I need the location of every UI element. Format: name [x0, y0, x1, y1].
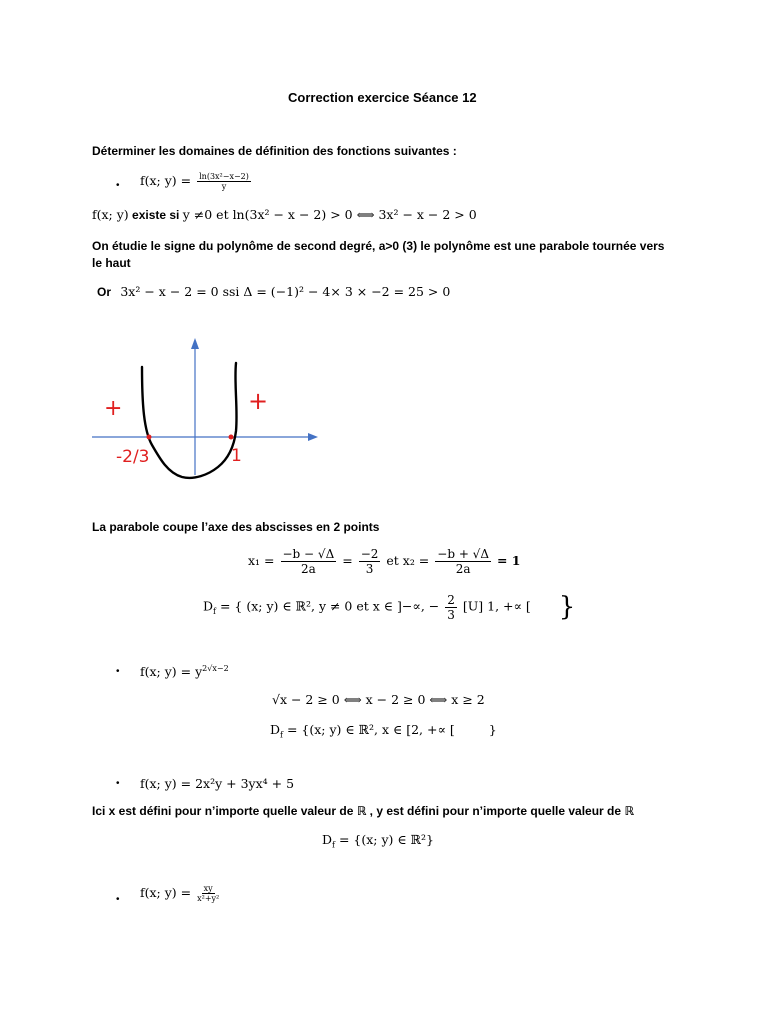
root-left-point [147, 435, 152, 440]
fraction-denominator: y [221, 182, 227, 191]
function-4 [140, 884, 221, 903]
domain-3-body: = {(x; y) ∈ ℝ²} [338, 832, 434, 847]
function-1 [140, 172, 253, 191]
condition-1-text: existe si [128, 208, 183, 222]
discriminant-math: 3x² − x − 2 = 0 ssi Δ = (−1)² − 4× 3 × −2 = 25 > 0 [120, 284, 451, 299]
x1-lhs: x₁ = [248, 553, 275, 568]
condition-1-label: f(x; y) [92, 207, 129, 222]
domain-symbol: D [322, 832, 333, 847]
bullet: • [116, 778, 120, 789]
x1-fraction [281, 547, 337, 576]
root-right-label: 1 [231, 446, 242, 466]
parabola-sketch [90, 335, 330, 485]
condition-1 [92, 207, 477, 222]
x2-fraction [435, 547, 491, 576]
function-4-lhs: f(x; y) = [140, 885, 192, 900]
x1-value-numerator: −2 [360, 547, 379, 561]
bullet: • [116, 894, 120, 905]
domain-3 [322, 832, 434, 850]
function-3: f(x; y) = 2x²y + 3yx⁴ + 5 [140, 776, 295, 791]
function-2 [140, 664, 229, 679]
function-1-fraction [197, 172, 251, 191]
x2-denominator: 2a [455, 562, 471, 576]
discriminant-line [97, 284, 450, 299]
x2-numerator: −b + √Δ [437, 547, 489, 561]
bullet: • [116, 180, 120, 191]
x1-value-denominator: 3 [365, 562, 374, 576]
study-text: On étudie le signe du polynôme de second degré, a>0 (3) le polynôme est une parabole tournée vers [92, 239, 665, 253]
root-right-point [229, 435, 234, 440]
study-text-cont: le haut [92, 256, 131, 270]
fraction-numerator: xy [203, 884, 213, 893]
domain-1-denominator: 3 [447, 607, 455, 622]
x-axis-arrow-icon [308, 433, 318, 441]
domain-symbol: D [270, 722, 281, 737]
x1-value-fraction [359, 547, 381, 576]
condition-2: √x − 2 ≥ 0 ⟺ x − 2 ≥ 0 ⟺ x ≥ 2 [272, 692, 485, 707]
parabola-curve [142, 363, 237, 478]
x1-numerator: −b − √Δ [282, 547, 335, 561]
y-axis-arrow-icon [191, 338, 199, 349]
domain-1-fraction [445, 593, 457, 622]
fraction-denominator: x²+y² [197, 894, 220, 903]
domain-1-close-brace: } [558, 592, 576, 622]
domain-1-tail: [U] 1, +∝ [ [462, 598, 531, 614]
x2-lhs: et x₂ = [386, 553, 430, 568]
or-label: Or [97, 285, 112, 299]
domain-symbol: D [203, 598, 214, 614]
exercise-instructions: Déterminer les domaines de définition des fonctions suivantes : [92, 144, 457, 158]
domain-3-explanation: Ici x est défini pour n’importe quelle valeur de ℝ , y est défini pour n’importe quelle valeur de ℝ [92, 804, 635, 818]
root-left-label: -2/3 [116, 447, 150, 467]
x2-result: = 1 [496, 553, 521, 568]
plus-left-label: + [104, 396, 123, 421]
domain-subscript: f [332, 840, 335, 850]
x1-denominator: 2a [300, 562, 316, 576]
domain-subscript: f [280, 730, 283, 740]
domain-subscript: f [213, 607, 216, 616]
function-1-lhs: f(x; y) = [140, 173, 192, 188]
function-4-fraction [197, 884, 219, 903]
domain-1-body: = { (x; y) ∈ ℝ², y ≠ 0 et x ∈ ]−∝, − [219, 598, 440, 614]
function-2-exponent: 2√x−2 [202, 664, 229, 673]
intersection-text: La parabole coupe l’axe des abscisses en 2 points [92, 520, 380, 534]
plus-right-label: + [248, 387, 269, 415]
domain-2-close-brace: } [488, 722, 497, 737]
domain-1-numerator: 2 [447, 592, 455, 607]
domain-1 [203, 592, 575, 622]
roots-formula [248, 547, 521, 576]
domain-2 [270, 722, 497, 740]
page-title: Correction exercice Séance 12 [288, 90, 477, 105]
condition-1-math: y ≠0 et ln(3x² − x − 2) > 0 ⟺ 3x² − x − 2 > 0 [182, 207, 477, 222]
fraction-numerator: ln(3x²−x−2) [199, 172, 249, 181]
x1-equals: = [342, 553, 353, 568]
function-2-base: f(x; y) = y [140, 664, 203, 680]
bullet: • [116, 666, 120, 677]
domain-2-body: = {(x; y) ∈ ℝ², x ∈ [2, +∝ [ [286, 722, 455, 737]
